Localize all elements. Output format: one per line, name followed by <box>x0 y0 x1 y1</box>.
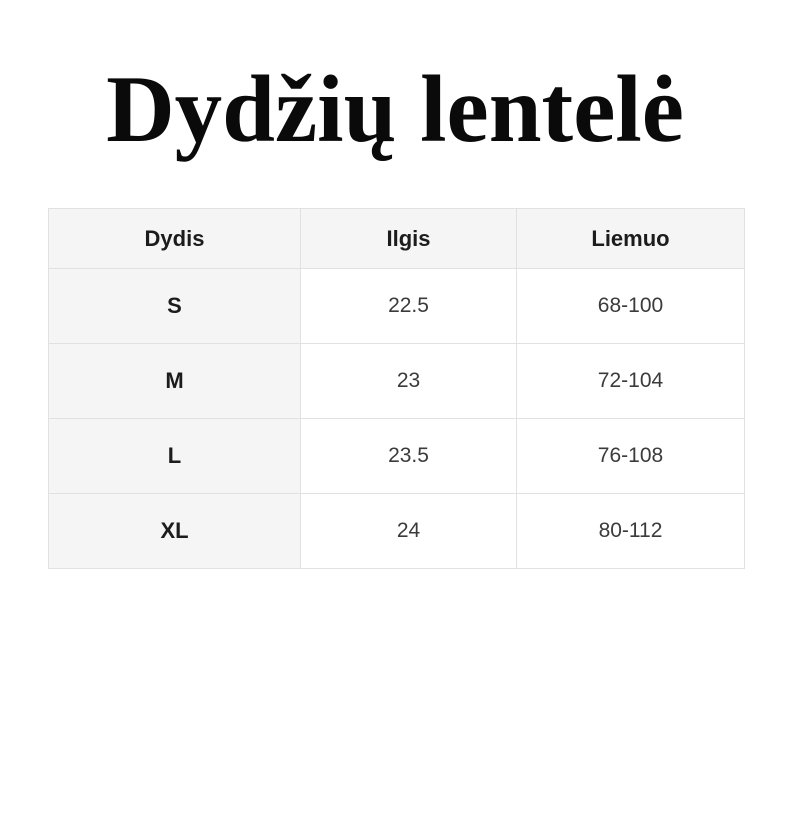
ilgis-cell: 24 <box>301 494 517 569</box>
liemuo-cell: 80-112 <box>517 494 745 569</box>
liemuo-cell: 68-100 <box>517 269 745 344</box>
column-header-ilgis: Ilgis <box>301 209 517 269</box>
column-header-liemuo: Liemuo <box>517 209 745 269</box>
size-cell: S <box>49 269 301 344</box>
page-title: Dydžių lentelė <box>106 56 684 162</box>
size-cell: L <box>49 419 301 494</box>
column-header-dydis: Dydis <box>49 209 301 269</box>
ilgis-cell: 23 <box>301 344 517 419</box>
size-table <box>48 208 745 569</box>
ilgis-cell: 23.5 <box>301 419 517 494</box>
table-row-l <box>49 419 745 494</box>
size-cell: XL <box>49 494 301 569</box>
size-table-body <box>49 269 745 569</box>
header-row <box>49 209 745 269</box>
liemuo-cell: 72-104 <box>517 344 745 419</box>
table-row-xl <box>49 494 745 569</box>
size-table-header <box>49 209 745 269</box>
size-cell: M <box>49 344 301 419</box>
table-row-s <box>49 269 745 344</box>
ilgis-cell: 22.5 <box>301 269 517 344</box>
liemuo-cell: 76-108 <box>517 419 745 494</box>
table-row-m <box>49 344 745 419</box>
size-chart-page <box>0 52 790 829</box>
